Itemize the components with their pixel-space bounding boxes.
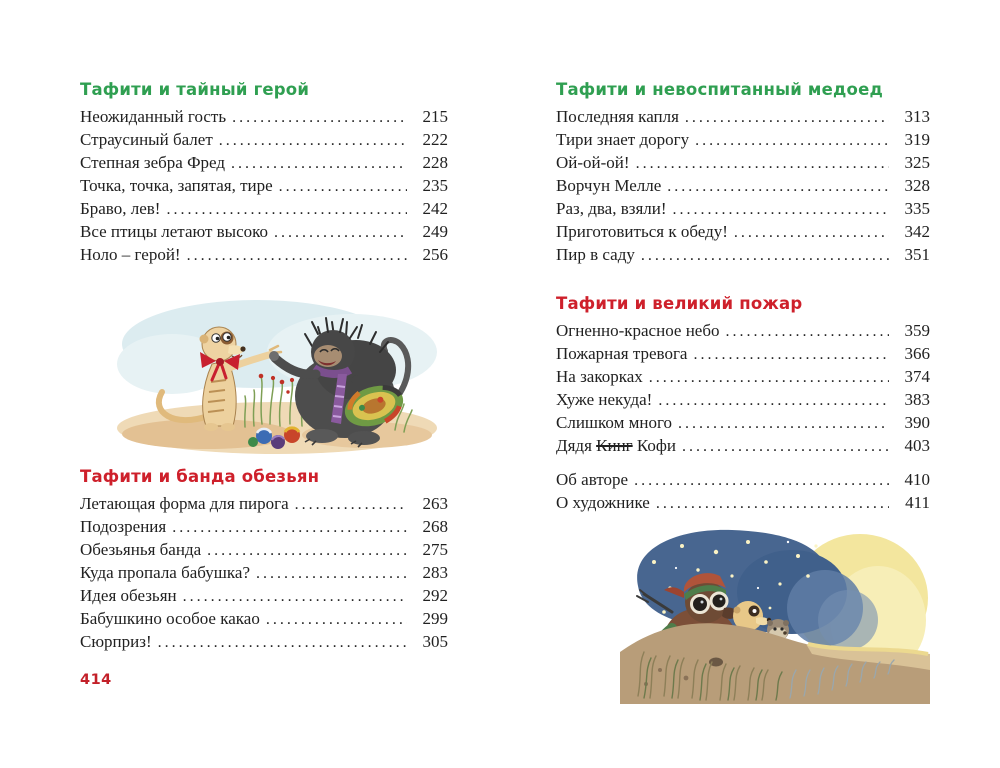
toc-entry-page: 235 <box>422 176 448 195</box>
toc-entry <box>80 563 448 586</box>
toc-entry <box>556 321 930 344</box>
toc-entry-title: Браво, лев! <box>80 199 161 218</box>
toc-entry-page: 359 <box>904 321 930 340</box>
toc-entry <box>80 176 448 199</box>
toc-entry-title: Куда пропала бабушка? <box>80 563 250 582</box>
dot-leader <box>172 517 407 537</box>
toc-entry-page: 263 <box>422 494 448 513</box>
page-number-folio: 414 <box>80 672 112 688</box>
dot-leader <box>649 367 889 387</box>
toc-entry <box>80 199 448 222</box>
toc-entry-title: Слишком много <box>556 413 672 432</box>
title-part-strikethrough: Кинг <box>596 436 633 455</box>
toc-entry-title: Приготовиться к обеду! <box>556 222 728 241</box>
toc-entry-page: 283 <box>422 563 448 582</box>
dot-leader <box>673 199 889 219</box>
toc-entry-title: Подозрения <box>80 517 167 536</box>
dot-leader <box>183 586 407 606</box>
toc-entry <box>80 245 448 268</box>
dot-leader <box>295 494 407 514</box>
toc-entry-title: Хуже некуда! <box>556 390 653 409</box>
toc-entry <box>556 367 930 390</box>
dot-leader <box>166 199 407 219</box>
dot-leader <box>636 153 889 173</box>
dot-leader <box>187 245 407 265</box>
toc-entry-title: Раз, два, взяли! <box>556 199 667 218</box>
dot-leader <box>274 222 407 242</box>
toc-entry <box>556 344 930 367</box>
toc-entry-page: 403 <box>904 436 930 455</box>
toc-entry-page: 222 <box>422 130 448 149</box>
toc-entry-title: Страусиный балет <box>80 130 213 149</box>
toc-entry-title: Пожарная тревога <box>556 344 688 363</box>
toc-entry <box>556 153 930 176</box>
toc-entry <box>80 107 448 130</box>
toc-entry-page: 313 <box>904 107 930 126</box>
dot-leader <box>682 436 889 456</box>
toc-entry <box>556 130 930 153</box>
toc-entry-page: 249 <box>422 222 448 241</box>
toc-entry <box>556 199 930 222</box>
dot-leader <box>695 130 889 150</box>
dot-leader <box>656 493 889 513</box>
toc-entry-page: 366 <box>904 344 930 363</box>
toc-entry <box>556 470 930 493</box>
toc-entry-page: 292 <box>422 586 448 605</box>
toc-entry-page: 275 <box>422 540 448 559</box>
toc-entry-title: Ноло – герой! <box>80 245 181 264</box>
toc-entry <box>80 586 448 609</box>
toc-entry-page: 335 <box>904 199 930 218</box>
dot-leader <box>231 153 407 173</box>
dot-leader <box>256 563 407 583</box>
toc-entry-page: 299 <box>422 609 448 628</box>
toc-entry-title: Точка, точка, запятая, тире <box>80 176 273 195</box>
toc-section-monkey-gang <box>80 467 448 655</box>
section-heading: Тафити и невоспитанный медоед <box>556 80 883 99</box>
dot-leader <box>667 176 889 196</box>
toc-entry-uncle-kofi <box>556 436 930 459</box>
toc-section-great-fire <box>556 294 930 459</box>
section-heading: Тафити и банда обезьян <box>80 467 320 486</box>
toc-entry-title: Летающая форма для пирога <box>80 494 289 513</box>
dot-leader <box>678 413 889 433</box>
toc-entry-page: 228 <box>422 153 448 172</box>
toc-entry-page: 268 <box>422 517 448 536</box>
toc-entry-title: Об авторе <box>556 470 629 489</box>
toc-entry <box>80 153 448 176</box>
toc-entry-title: Сюрприз! <box>80 632 152 651</box>
toc-entry <box>556 222 930 245</box>
dot-leader <box>219 130 407 150</box>
toc-entry-page: 374 <box>904 367 930 386</box>
toc-entry-page: 383 <box>904 390 930 409</box>
toc-section-back-matter <box>556 470 930 516</box>
toc-entry-page: 325 <box>904 153 930 172</box>
toc-entry-page: 390 <box>904 413 930 432</box>
dot-leader <box>658 390 889 410</box>
toc-entry <box>80 222 448 245</box>
dot-leader <box>279 176 407 196</box>
toc-entry-page: 242 <box>422 199 448 218</box>
toc-entry-page: 410 <box>904 470 930 489</box>
toc-entry-page: 305 <box>422 632 448 651</box>
toc-entry-title: Тири знает дорогу <box>556 130 690 149</box>
toc-section-honey-badger <box>556 80 930 268</box>
toc-entry-page: 411 <box>905 493 930 512</box>
toc-entry <box>80 632 448 655</box>
section-heading: Тафити и тайный герой <box>80 80 310 99</box>
dot-leader <box>232 107 407 127</box>
toc-entry <box>556 176 930 199</box>
toc-entry-page: 328 <box>904 176 930 195</box>
toc-entry-title: Степная зебра Фред <box>80 153 226 172</box>
toc-entry-page: 215 <box>422 107 448 126</box>
toc-entry <box>80 517 448 540</box>
dot-leader <box>693 344 889 364</box>
dot-leader <box>207 540 407 560</box>
toc-entry-title: Ворчун Мелле <box>556 176 662 195</box>
toc-entry-title: Обезьянья банда <box>80 540 202 559</box>
toc-entry-title: На закорках <box>556 367 643 386</box>
dot-leader <box>685 107 889 127</box>
illustration-night-watch <box>620 518 930 704</box>
dot-leader <box>158 632 407 652</box>
toc-entry <box>80 494 448 517</box>
dot-leader <box>726 321 890 341</box>
toc-entry-title <box>556 436 676 456</box>
toc-entry-title: Пир в саду <box>556 245 635 264</box>
illustration-meerkat-monkey <box>112 292 444 460</box>
toc-entry <box>556 493 930 516</box>
toc-entry <box>556 390 930 413</box>
dot-leader <box>641 245 889 265</box>
toc-entry-page: 351 <box>904 245 930 264</box>
toc-entry-page: 342 <box>904 222 930 241</box>
toc-entry <box>80 540 448 563</box>
toc-entry-title: Неожиданный гость <box>80 107 227 126</box>
toc-entry-page: 319 <box>904 130 930 149</box>
title-part: Кофи <box>632 436 677 455</box>
dot-leader <box>634 470 889 490</box>
toc-entry-title: Последняя капля <box>556 107 679 126</box>
dot-leader <box>266 609 407 629</box>
toc-entry <box>80 609 448 632</box>
toc-entry-title: Все птицы летают высоко <box>80 222 269 241</box>
toc-section-secret-hero <box>80 80 448 268</box>
dot-leader <box>734 222 889 242</box>
section-heading: Тафити и великий пожар <box>556 294 803 313</box>
title-part: Дядя <box>556 436 597 455</box>
toc-entry-title: Бабушкино особое какао <box>80 609 260 628</box>
toc-entry <box>556 107 930 130</box>
toc-entry <box>556 245 930 268</box>
toc-entry-page: 256 <box>422 245 448 264</box>
toc-entry-title: Ой-ой-ой! <box>556 153 630 172</box>
toc-entry <box>80 130 448 153</box>
toc-entry <box>556 413 930 436</box>
toc-entry-title: О художнике <box>556 493 650 512</box>
toc-entry-title: Огненно-красное небо <box>556 321 720 340</box>
toc-entry-title: Идея обезьян <box>80 586 177 605</box>
